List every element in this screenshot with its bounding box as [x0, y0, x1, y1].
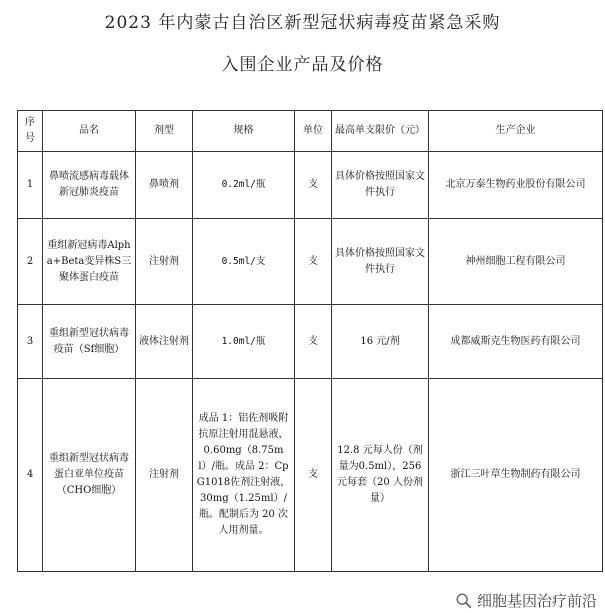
cell-maker: 神州细胞工程有限公司 — [429, 219, 603, 305]
cell-spec: 0.5ml/支 — [193, 219, 295, 305]
cell-price: 具体价格按照国家文件执行 — [332, 219, 429, 305]
cell-form: 鼻喷剂 — [136, 152, 193, 219]
cell-price: 16 元/剂 — [332, 305, 429, 379]
cell-no: 2 — [18, 219, 43, 305]
cell-no: 4 — [18, 379, 43, 572]
cell-form: 注射剂 — [136, 379, 193, 572]
cell-maker: 北京万泰生物药业股份有限公司 — [429, 152, 603, 219]
cell-price: 12.8 元每人份（剂量为0.5ml），256 元每套（20 人份剂量） — [332, 379, 429, 572]
cell-name: 重组新型冠状病毒疫苗（Sf细胞） — [43, 305, 136, 379]
cell-no: 1 — [18, 152, 43, 219]
cell-spec: 1.0ml/瓶 — [193, 305, 295, 379]
cell-maker: 浙江三叶草生物制药有限公司 — [429, 379, 603, 572]
cell-maker: 成都威斯克生物医药有限公司 — [429, 305, 603, 379]
cell-no: 3 — [18, 305, 43, 379]
table-row — [18, 152, 603, 219]
header-price: 最高单支限价（元） — [332, 111, 429, 152]
cell-name: 鼻喷流感病毒载体新冠肺炎疫苗 — [43, 152, 136, 219]
header-form: 剂型 — [136, 111, 193, 152]
table-header-row — [18, 111, 603, 152]
header-name: 品名 — [43, 111, 136, 152]
cell-unit: 支 — [295, 152, 332, 219]
watermark-text: 细胞基因治疗前沿 — [476, 592, 597, 610]
cell-unit: 支 — [295, 219, 332, 305]
cell-form: 注射剂 — [136, 219, 193, 305]
header-spec: 规格 — [193, 111, 295, 152]
cell-unit: 支 — [295, 379, 332, 572]
header-maker: 生产企业 — [429, 111, 603, 152]
table-row — [18, 219, 603, 305]
table-row — [18, 305, 603, 379]
header-unit: 单位 — [295, 111, 332, 152]
source-watermark — [453, 590, 599, 611]
cell-name: 重组新冠病毒Alpha+Beta变异株S三聚体蛋白疫苗 — [43, 219, 136, 305]
table-row — [18, 379, 603, 572]
document-subtitle: 入围企业产品及价格 — [221, 55, 384, 75]
procurement-table — [17, 110, 603, 572]
cell-spec: 成品 1：铝佐剂吸附抗原注射用混悬液，0.60mg（8.75ml）/瓶。成品 2：CpG1018佐剂注射液，30mg（1.25ml）/瓶。配制后为 20 次人用剂量。 — [193, 379, 295, 572]
cell-name: 重组新型冠状病毒蛋白亚单位疫苗（CHO细胞） — [43, 379, 136, 572]
document-title: 2023 年内蒙古自治区新型冠状病毒疫苗紧急采购 — [104, 13, 501, 33]
wechat-search-icon — [455, 592, 473, 610]
cell-spec: 0.2ml/瓶 — [193, 152, 295, 219]
cell-unit: 支 — [295, 305, 332, 379]
cell-form: 液体注射剂 — [136, 305, 193, 379]
header-no: 序号 — [18, 111, 43, 152]
cell-price: 具体价格按照国家文件执行 — [332, 152, 429, 219]
